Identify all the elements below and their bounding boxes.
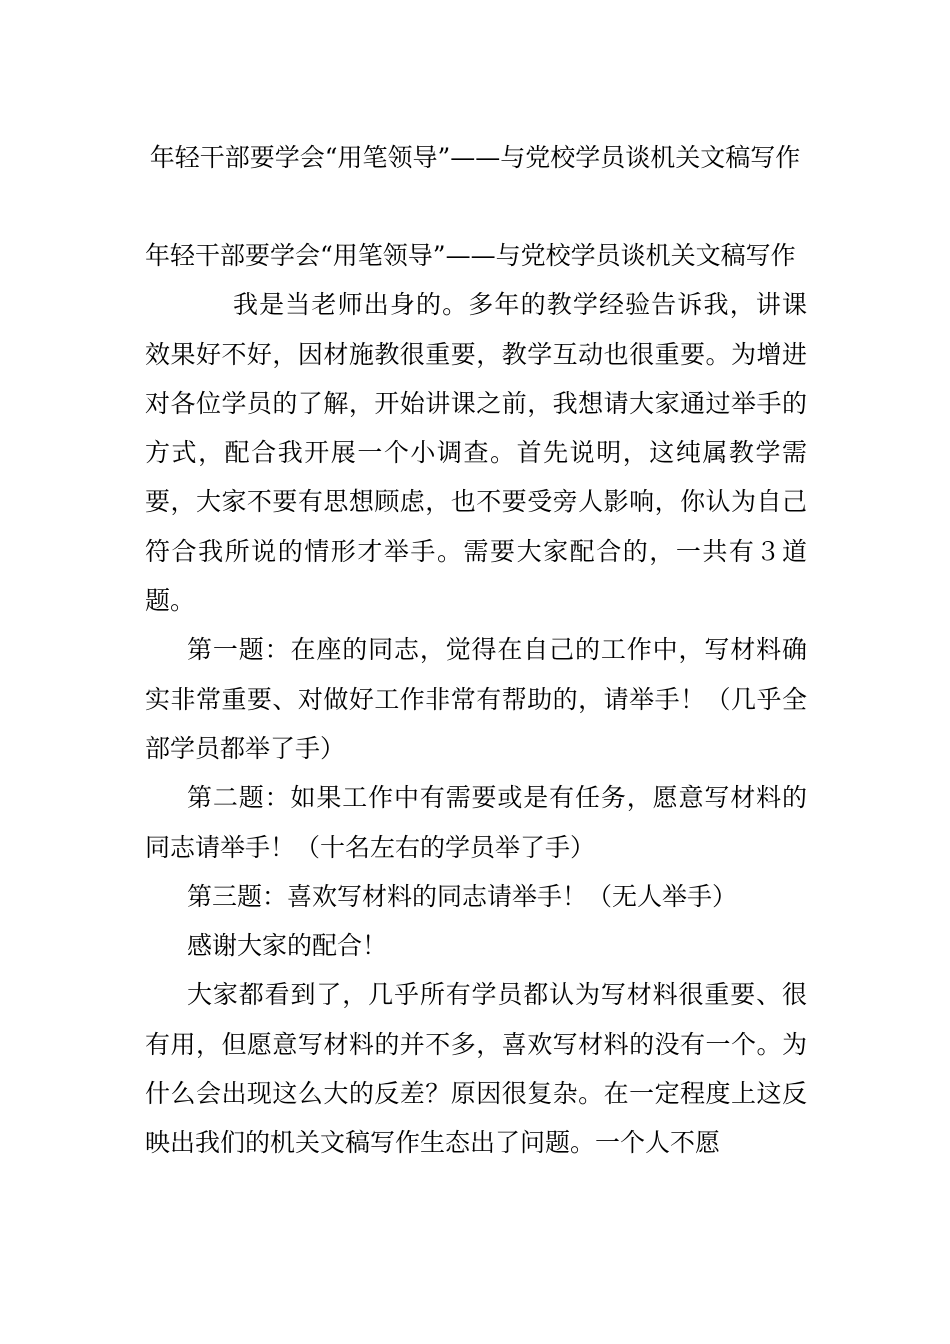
document-subtitle: 年轻干部要学会“用笔领导”——与党校学员谈机关文稿写作 [145,241,796,270]
paragraph-question-2: 第二题：如果工作中有需要或是有任务，愿意写材料的同志请举手！（十名左右的学员举了手） [145,783,807,862]
paragraph-intro: 我是当老师出身的。多年的教学经验告诉我，讲课效果好不好，因材施教很重要，教学互动也很重要。为增进对各位学员的了解，开始讲课之前，我想请大家通过举手的方式，配合我开展一个小调查。首先说明，这纯属教学需要，大家不要有思想顾虑，也不要受旁人影响，你认为自己符合我所说的情形才举手。需要大家配合的，一共有３道题。 [145,290,807,616]
paragraph-thanks: 感谢大家的配合！ [187,931,388,961]
paragraph-question-1: 第一题：在座的同志，觉得在自己的工作中，写材料确实非常重要、对做好工作非常有帮助的，请举手！（几乎全部学员都举了手） [145,635,807,763]
paragraph-question-3: 第三题：喜欢写材料的同志请举手！（无人举手） [187,881,738,911]
document-title: 年轻干部要学会“用笔领导”——与党校学员谈机关文稿写作 [149,143,801,172]
paragraph-analysis: 大家都看到了，几乎所有学员都认为写材料很重要、很有用，但愿意写材料的并不多，喜欢写材料的没有一个。为什么会出现这么大的反差？原因很复杂。在一定程度上这反映出我们的机关文稿写作生态出了问题。一个人不愿 [145,980,807,1158]
document-body [145,231,807,1168]
